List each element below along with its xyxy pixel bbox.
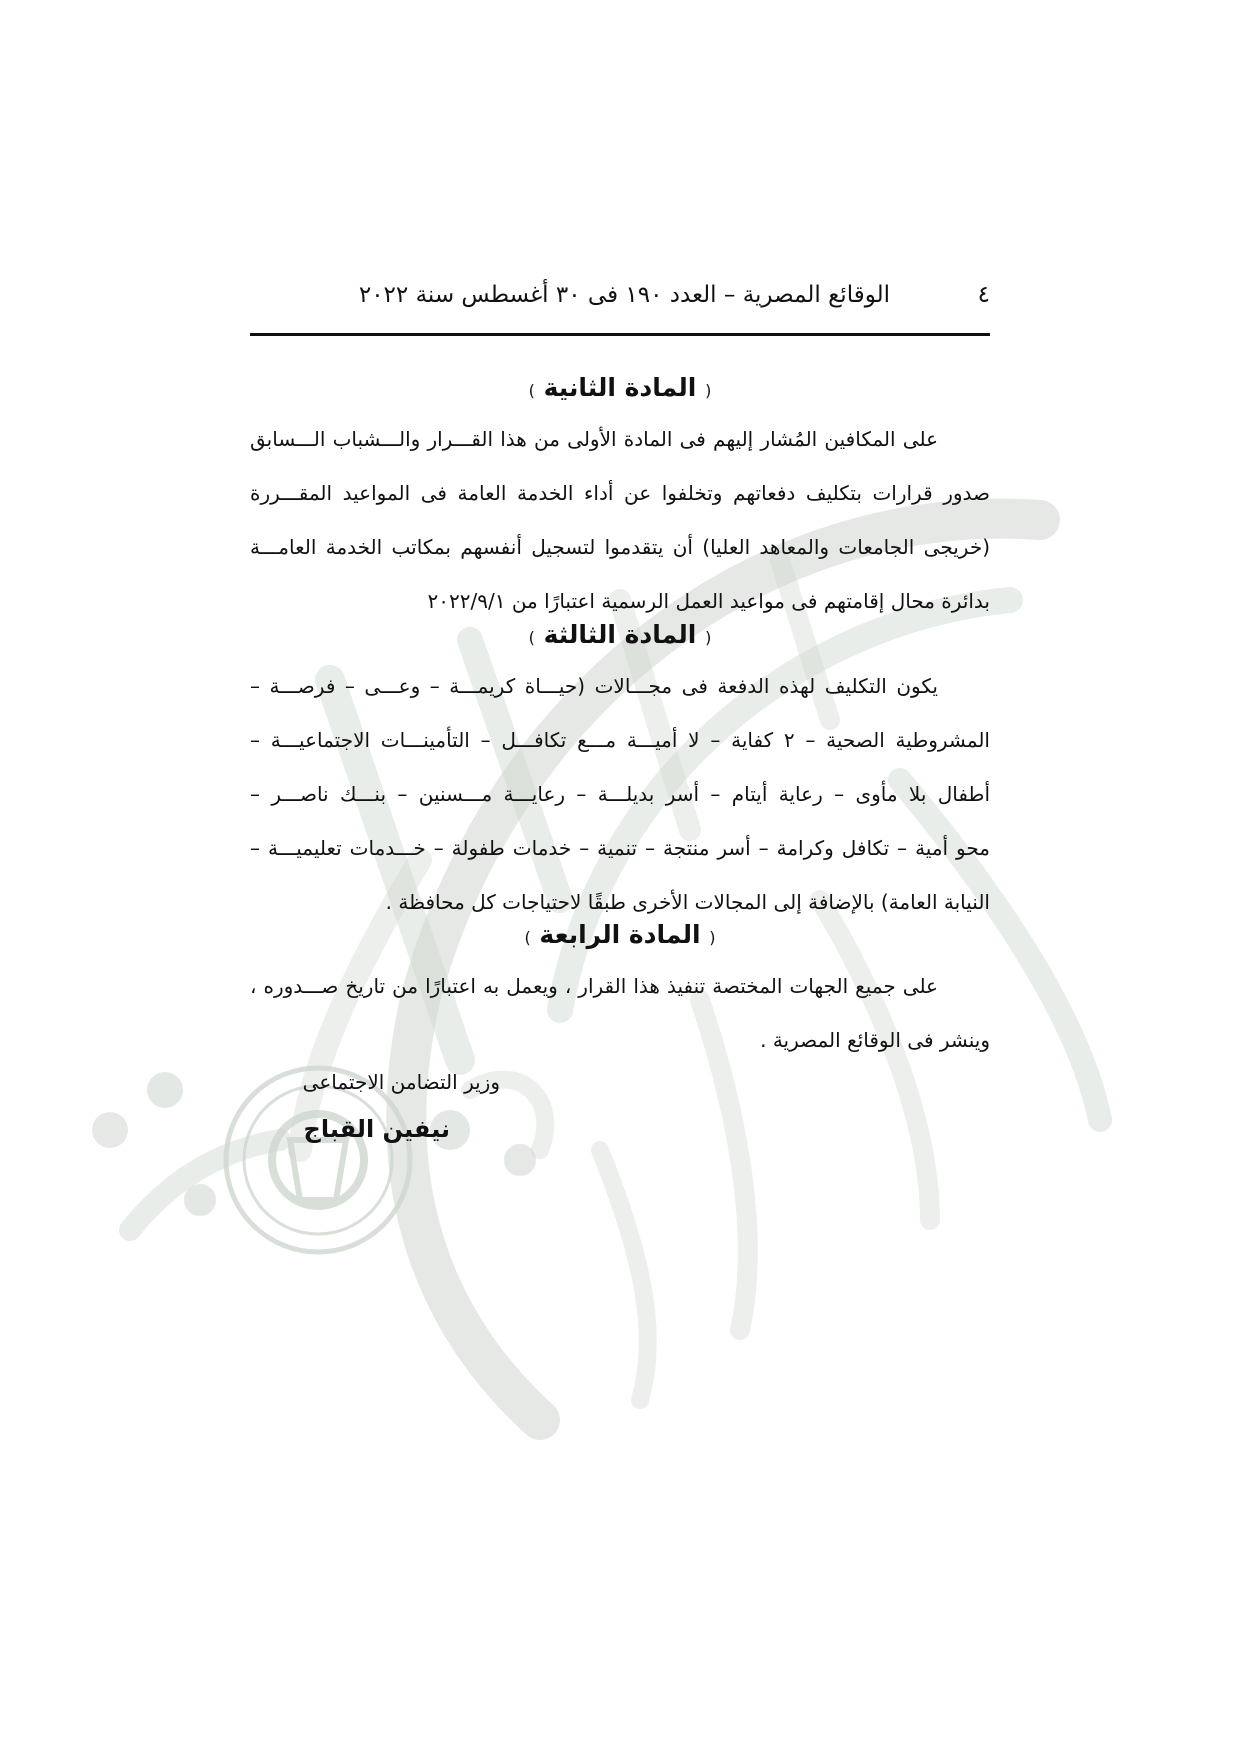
signer-name: نيفين القباج xyxy=(303,1115,450,1143)
article-body xyxy=(250,659,990,929)
header-rule xyxy=(250,333,990,336)
article-heading: ( المادة الثالثة ) xyxy=(528,620,712,649)
header-title: الوقائع المصرية – العدد ١٩٠ فى ٣٠ أغسطس سنة ٢٠٢٢ xyxy=(358,282,890,308)
article-line: النيابة العامة) بالإضافة إلى المجالات الأخرى طبقًا لاحتياجات كل محافظة . xyxy=(385,890,990,914)
page-header xyxy=(250,282,990,318)
article-line: وينشر فى الوقائع المصرية . xyxy=(760,1028,990,1052)
article-line: المشروطية الصحية – ٢ كفاية – لا أميـــة مـــع تكافـــل – التأمينـــات الاجتماعيـــة – xyxy=(250,728,990,752)
article-heading: ( المادة الرابعة ) xyxy=(524,920,716,949)
article-heading-text: المادة الرابعة xyxy=(539,920,701,949)
article-line: محو أمية – تكافل وكرامة – أسر منتجة – تنمية – خدمات طفولة – خـــدمات تعليميـــة – xyxy=(250,836,990,860)
article-line: على جميع الجهات المختصة تنفيذ هذا القرار ، ويعمل به اعتبارًا من تاريخ صـــدوره ، xyxy=(250,974,938,998)
article-line: يكون التكليف لهذه الدفعة فى مجـــالات (حيـــاة كريمـــة – وعـــى – فرصـــة – xyxy=(250,674,938,698)
article-heading-text: المادة الثانية xyxy=(543,373,697,402)
article-line: صدور قرارات بتكليف دفعاتهم وتخلفوا عن أداء الخدمة العامة فى المواعيد المقـــررة xyxy=(250,481,990,505)
signer-title: وزير التضامن الاجتماعى xyxy=(302,1070,500,1094)
article-body xyxy=(250,412,990,628)
page-number: ٤ xyxy=(977,282,990,308)
article-line: (خريجى الجامعات والمعاهد العليا) أن يتقدموا لتسجيل أنفسهم بمكاتب الخدمة العامـــة xyxy=(250,535,990,559)
article-body xyxy=(250,959,990,1067)
article-line: على المكافين المُشار إليهم فى المادة الأولى من هذا القـــرار والـــشباب الـــسابق xyxy=(250,427,938,451)
article-line: بدائرة محال إقامتهم فى مواعيد العمل الرسمية اعتبارًا من ٢٠٢٢/٩/١ xyxy=(427,589,990,613)
article-heading: ( المادة الثانية ) xyxy=(528,373,712,402)
article-heading-text: المادة الثالثة xyxy=(543,620,697,649)
article-line: أطفال بلا مأوى – رعاية أيتام – أسر بديلـــة – رعايـــة مـــسنين – بنـــك ناصـــر – xyxy=(250,782,990,806)
